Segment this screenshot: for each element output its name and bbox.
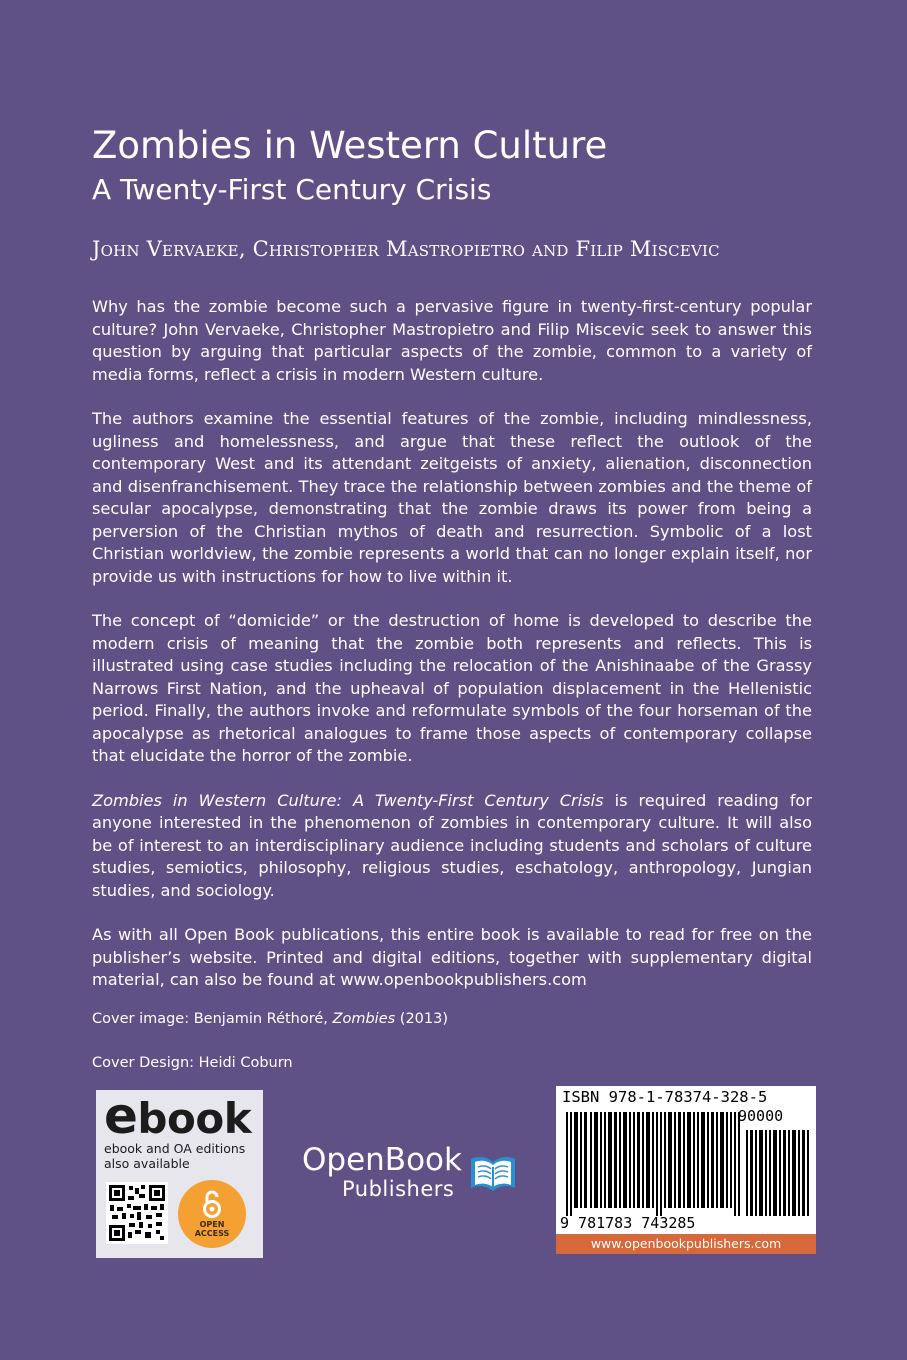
publisher-url[interactable]: www.openbookpublishers.com <box>556 1234 816 1254</box>
price-code: 90000 <box>738 1107 784 1125</box>
blurb-paragraph-2: The authors examine the essential features of the zombie, including mindlessness, ugliness and homelessness, and argue that these reflect the outlook of the contemporary West and its attendant zeitgeists of anxiety, alienation, disconnection and disenfranchisement. They trace the relationship between zombies and the theme of secular apocalypse, demonstrating that the zombie draws its power from being a perversion of the Christian mythos of death and resurrection. Symbolic of a lost Christian worldview, the zombie represents a world that can no longer explain itself, nor provide us with instructions for how to live within it. <box>92 409 812 586</box>
open-lock-icon <box>200 1190 224 1218</box>
cover-image-credit-year: (2013) <box>395 1010 448 1027</box>
cover-design-credit: Cover Design: Heidi Coburn <box>92 1054 293 1071</box>
blurb-paragraph-3: The concept of “domicide” or the destruction of home is developed to describe the modern crisis of meaning that the zombie both represents and reflects. This is illustrated using case studies including the relocation of the Anishinaabe of the Grassy Narrows First Nation, and the upheaval of population displacement in the Hellenistic period. Finally, the authors invoke and reformulate symbols of the four horseman of the apocalypse as rhetorical analogues to frame those aspects of contemporary collapse that elucidate the horror of the zombie. <box>92 611 812 765</box>
book-subtitle: A Twenty-First Century Crisis <box>92 173 492 206</box>
cover-image-credit <box>92 1008 812 1030</box>
publisher-name: OpenBook <box>302 1142 462 1178</box>
ebook-logo <box>104 1087 255 1145</box>
ebook-availability-box <box>96 1087 263 1258</box>
ebook-line-2: also available <box>104 1156 190 1171</box>
isbn-digits: 9 781783 743285 <box>560 1214 696 1232</box>
open-access-badge <box>178 1180 246 1248</box>
ebook-logo-e: e <box>104 1087 138 1145</box>
blurb-paragraph-1: Why has the zombie become such a pervasive figure in twenty-first-century popular culture? John Vervaeke, Christopher Mastropietro and Filip Miscevic seek to answer this question by arguing that particular aspects of the zombie, common to a variety of media forms, reflect a crisis in modern Western culture. <box>92 297 812 384</box>
isbn-text: ISBN 978-1-78374-328-5 <box>562 1088 768 1106</box>
book-title: Zombies in Western Culture <box>92 124 608 167</box>
blurb-paragraph-4 <box>92 790 812 903</box>
publisher-subtitle: Publishers <box>342 1177 455 1201</box>
ebook-logo-book: book <box>137 1094 252 1143</box>
publisher-logo <box>300 1140 525 1210</box>
open-access-line-1: OPEN <box>199 1220 225 1229</box>
open-book-icon <box>468 1150 518 1194</box>
blurb-paragraph-4-text: is required reading for anyone interested in the phenomenon of zombies in contemporary culture. It will also be of interest to an interdisciplinary audience including students and scholars of culture studies, semiotics, philosophy, religious studies, eschatology, anthropology, Jungian studies, and sociology. <box>92 790 812 900</box>
qr-code-icon[interactable] <box>106 1182 168 1244</box>
blurb <box>92 296 812 1096</box>
open-access-label <box>184 1220 240 1238</box>
ebook-line-1: ebook and OA editions <box>104 1141 246 1156</box>
blurb-paragraph-5: As with all Open Book publications, this entire book is available to read for free on the publisher’s website. Printed and digital editions, together with supplementary digital material, can also be found at www.openbookpublishers.com <box>92 925 812 989</box>
cover-image-credit-prefix: Cover image: Benjamin Réthoré, <box>92 1010 333 1027</box>
cover-image-credit-title: Zombies <box>332 1010 396 1027</box>
isbn-barcode <box>556 1086 816 1252</box>
open-access-line-2: ACCESS <box>194 1229 230 1238</box>
blurb-book-title: Zombies in Western Culture: A Twenty-First Century Crisis <box>92 790 604 810</box>
book-authors: John Vervaeke, Christopher Mastropietro and Filip Miscevic <box>92 237 720 261</box>
